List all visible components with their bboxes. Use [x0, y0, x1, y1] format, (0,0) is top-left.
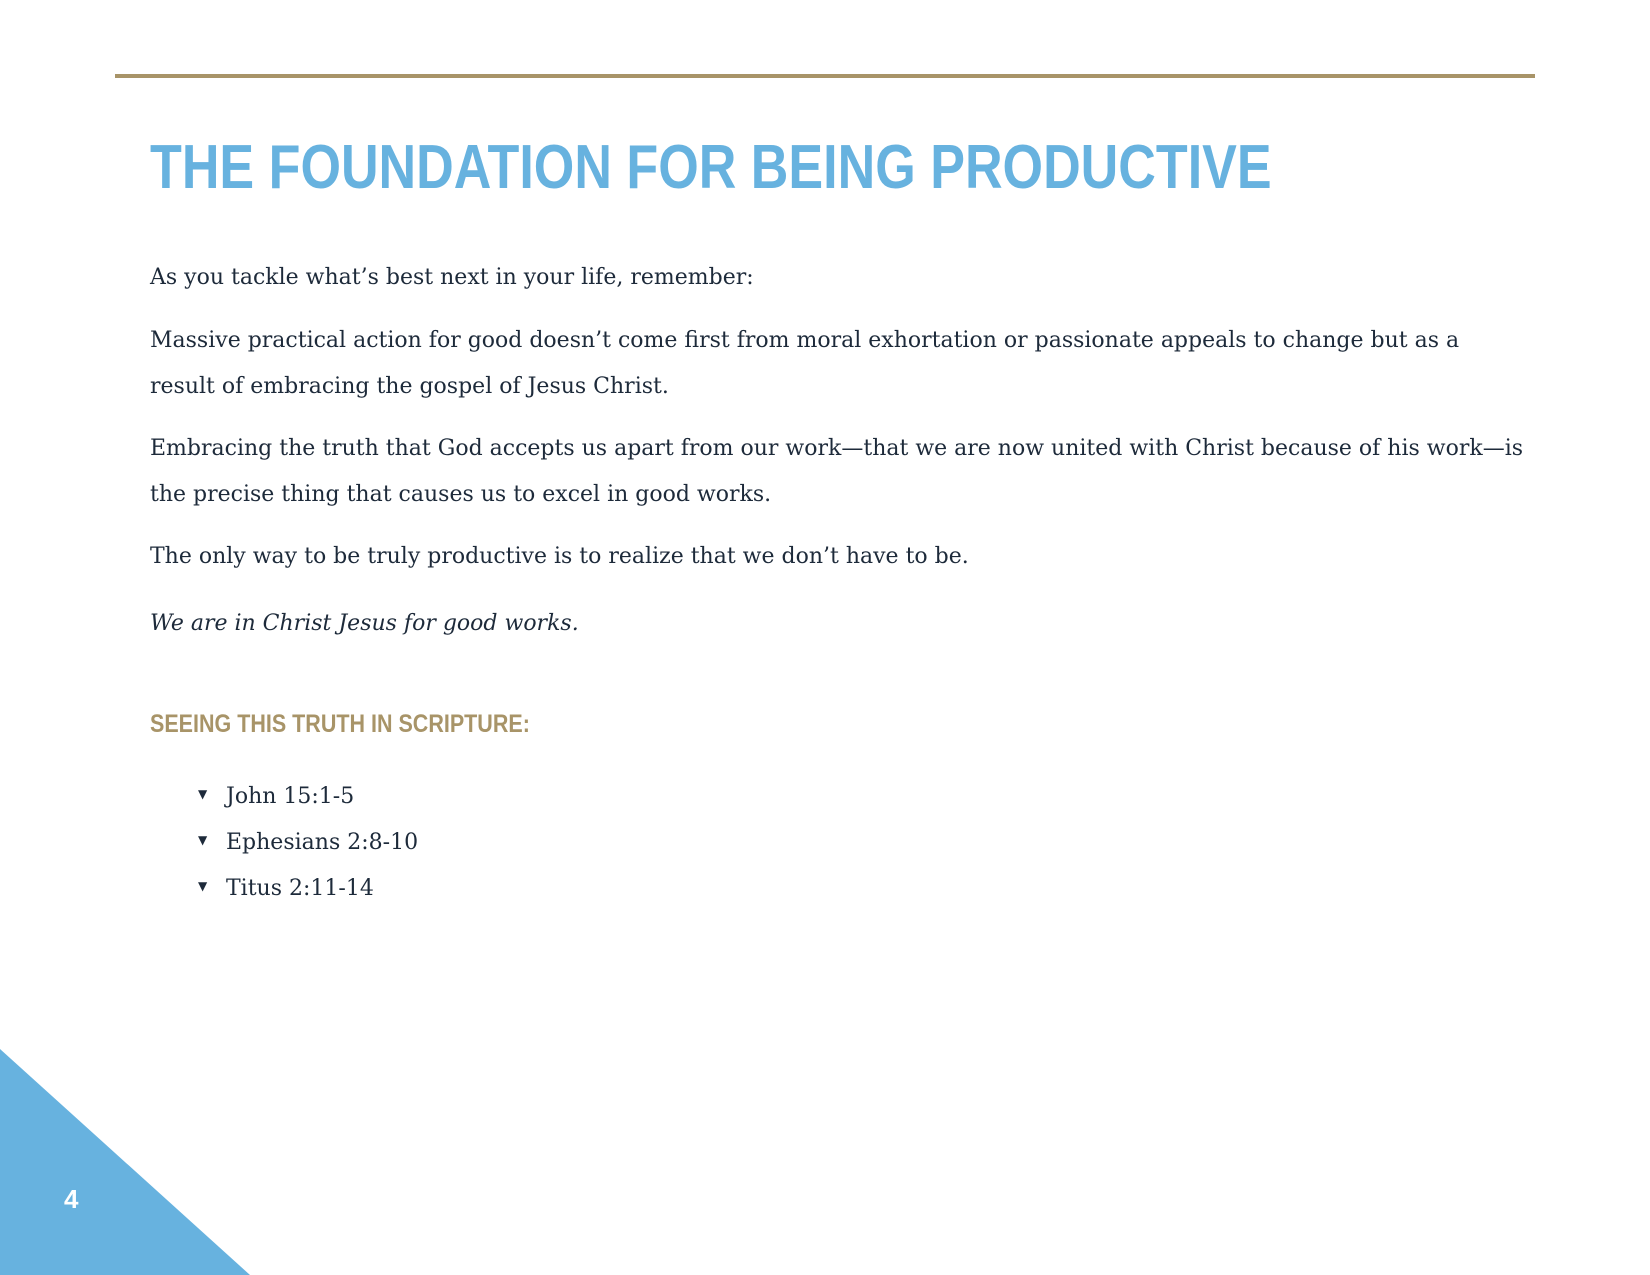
list-item — [150, 820, 418, 866]
scripture-reference: Titus 2:11-14 — [226, 876, 374, 901]
intro-paragraph: As you tackle what’s best next in your life, remember: — [150, 265, 754, 290]
header-divider — [115, 74, 1535, 78]
list-item — [150, 774, 418, 820]
triangle-down-icon: ▼ — [198, 833, 208, 847]
scripture-reference: Ephesians 2:8-10 — [226, 830, 419, 855]
scripture-list — [150, 774, 418, 912]
triangle-down-icon: ▼ — [198, 879, 208, 893]
list-item — [150, 866, 418, 912]
body-paragraph-action: Massive practical action for good doesn’t come first from moral exhortation or passionate appeals to change but as a result of embracing the gospel of Jesus Christ. — [150, 328, 1460, 399]
scripture-heading: SEEING THIS TRUTH IN SCRIPTURE: — [150, 710, 530, 738]
page-title: THE FOUNDATION FOR BEING PRODUCTIVE — [150, 133, 1272, 202]
body-paragraph-productive: The only way to be truly productive is to realize that we don’t have to be. — [150, 544, 969, 569]
body-paragraph-truth: Embracing the truth that God accepts us apart from our work—that we are now united with Christ because of his work—is the precise thing that causes us to excel in good works. — [150, 436, 1524, 507]
emphasis-paragraph: We are in Christ Jesus for good works. — [150, 611, 579, 636]
corner-decoration — [0, 1049, 250, 1275]
page-number: 4 — [64, 1184, 79, 1214]
triangle-down-icon: ▼ — [198, 787, 208, 801]
scripture-reference: John 15:1-5 — [226, 784, 355, 809]
